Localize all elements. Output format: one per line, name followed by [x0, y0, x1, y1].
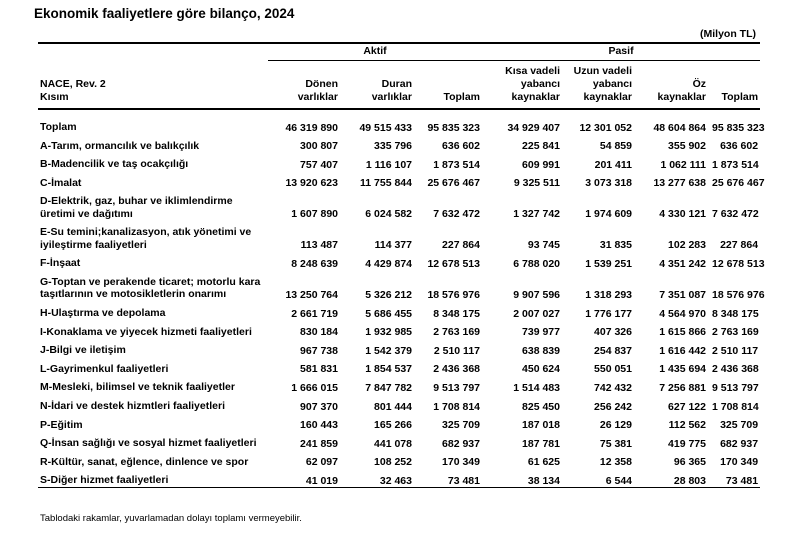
value-cell: 742 432 [594, 381, 632, 394]
value-cell: 73 481 [416, 468, 484, 487]
table-row [38, 320, 760, 339]
value-cell: 112 562 [668, 419, 706, 432]
column-header-line: varlıklar [371, 91, 412, 103]
footnote: Tablodaki rakamlar, yuvarlamadan dolayı toplamı vermeyebilir. [40, 513, 302, 524]
value-cell: 2 763 169 [712, 326, 759, 339]
table-row [38, 375, 760, 394]
value-cell: 13 250 764 [285, 288, 338, 301]
column-header-line: Duran [381, 78, 412, 90]
value-cell: 12 301 052 [579, 121, 632, 134]
value-cell: 25 676 467 [427, 177, 480, 190]
value-cell: 636 602 [442, 140, 480, 153]
value-cell: 300 807 [300, 140, 338, 153]
value-cell: 13 920 623 [285, 177, 338, 190]
value-cell: 825 450 [522, 400, 560, 413]
group-pasif: Pasif [484, 43, 760, 61]
row-label: C-İmalat [40, 176, 82, 189]
table-row [38, 468, 760, 487]
value-cell: 170 349 [442, 456, 480, 469]
row-label: I-Konaklama ve yiyecek hizmeti faaliyetleri [40, 325, 252, 338]
value-cell: 26 129 [599, 419, 632, 432]
value-cell: 187 018 [522, 419, 560, 432]
row-label: L-Gayrimenkul faaliyetleri [40, 362, 169, 375]
value-cell: 48 604 864 [653, 121, 706, 134]
table-row [38, 251, 760, 270]
value-cell: 2 436 368 [712, 363, 759, 376]
column-header [484, 61, 564, 110]
value-cell: 1 514 483 [513, 381, 560, 394]
value-cell: 581 831 [300, 363, 338, 376]
value-cell: 419 775 [668, 437, 706, 450]
value-cell: 8 248 639 [291, 257, 338, 270]
value-cell: 739 977 [522, 326, 560, 339]
value-cell: 4 564 970 [659, 307, 706, 320]
value-cell: 1 318 293 [585, 288, 632, 301]
value-cell: 355 902 [668, 140, 706, 153]
group-header-row [38, 43, 760, 61]
column-header [268, 61, 342, 110]
value-cell: 6 788 020 [513, 257, 560, 270]
value-cell: 4 330 121 [659, 208, 706, 221]
row-label: A-Tarım, ormancılık ve balıkçılık [40, 139, 200, 152]
value-cell: 113 487 [300, 239, 338, 252]
value-cell: 62 097 [305, 456, 338, 469]
column-header-line: varlıklar [297, 91, 338, 103]
column-header-line: Kısa vadeli [505, 65, 560, 77]
value-cell: 1 666 015 [291, 381, 338, 394]
value-cell: 12 358 [599, 456, 632, 469]
value-cell: 1 873 514 [433, 158, 480, 171]
value-cell: 1 776 177 [585, 307, 632, 320]
value-cell: 93 745 [527, 239, 560, 252]
value-cell: 34 929 407 [507, 121, 560, 134]
value-cell: 96 365 [673, 456, 706, 469]
row-label: J-Bilgi ve iletişim [40, 344, 126, 357]
value-cell: 165 266 [374, 419, 412, 432]
row-label: D-Elektrik, gaz, buhar ve iklimlendirme üretimi ve dağıtımı [40, 195, 233, 220]
value-cell: 170 349 [720, 456, 759, 469]
row-label: S-Diğer hizmet faaliyetleri [38, 468, 268, 487]
value-cell: 967 738 [300, 344, 338, 357]
row-label: N-İdari ve destek hizmtleri faaliyetleri [40, 400, 225, 413]
value-cell: 95 835 323 [427, 121, 480, 134]
value-cell: 9 907 596 [513, 288, 560, 301]
value-cell: 5 686 455 [365, 307, 412, 320]
value-cell: 227 864 [442, 239, 480, 252]
value-cell: 550 051 [594, 363, 632, 376]
group-aktif: Aktif [268, 43, 484, 61]
value-cell: 907 370 [300, 400, 338, 413]
value-cell: 9 513 797 [712, 381, 759, 394]
value-cell: 11 755 844 [360, 177, 412, 190]
value-cell: 256 242 [594, 400, 632, 413]
table-row [38, 394, 760, 413]
table-row [38, 171, 760, 190]
column-header-line: Toplam [443, 91, 480, 103]
table-row [38, 134, 760, 153]
value-cell: 325 709 [442, 419, 480, 432]
value-cell: 1 327 742 [513, 208, 560, 221]
value-cell: 1 873 514 [712, 158, 759, 171]
value-cell: 5 326 212 [365, 288, 412, 301]
table-row [38, 338, 760, 357]
value-cell: 18 576 976 [427, 288, 480, 301]
value-cell: 114 377 [374, 239, 412, 252]
value-cell: 1 708 814 [433, 400, 480, 413]
value-cell: 6 024 582 [365, 208, 412, 221]
value-cell: 638 839 [522, 344, 560, 357]
value-cell: 682 937 [720, 437, 759, 450]
column-header-line: kaynaklar [511, 91, 560, 103]
value-cell: 102 283 [668, 239, 706, 252]
value-cell: 9 513 797 [433, 381, 480, 394]
table-row [38, 270, 760, 301]
table-row [38, 431, 760, 450]
value-cell: 2 661 719 [291, 307, 338, 320]
value-cell: 54 859 [599, 140, 632, 153]
column-header-line: Dönen [305, 78, 338, 90]
column-header-line: kaynaklar [657, 91, 706, 103]
value-cell: 46 319 890 [285, 121, 338, 134]
value-cell: 49 515 433 [359, 121, 412, 134]
value-cell: 1 062 111 [660, 158, 706, 171]
column-header [636, 61, 710, 110]
table-row [38, 301, 760, 320]
value-cell: 407 326 [594, 326, 632, 339]
value-cell: 2 436 368 [433, 363, 480, 376]
row-label: Toplam [40, 121, 77, 134]
value-cell: 1 435 694 [659, 363, 706, 376]
value-cell: 12 678 513 [427, 257, 480, 270]
value-cell: 4 351 242 [659, 257, 706, 270]
value-cell: 225 841 [522, 140, 560, 153]
value-cell: 1 539 251 [585, 257, 632, 270]
value-cell: 73 481 [710, 468, 760, 487]
value-cell: 8 348 175 [712, 307, 759, 320]
value-cell: 627 122 [668, 400, 706, 413]
row-label: R-Kültür, sanat, eğlence, dinlence ve spor [40, 455, 249, 468]
value-cell: 325 709 [720, 419, 759, 432]
value-cell: 1 932 985 [365, 326, 412, 339]
row-label: H-Ulaştırma ve depolama [40, 307, 166, 320]
row-label: B-Madencilik ve taş ocakçılığı [40, 158, 189, 171]
row-label: G-Toptan ve perakende ticaret; motorlu kara taşıtlarının ve motosikletlerin onarımı [40, 275, 261, 301]
row-label: E-Su temini;kanalizasyon, atık yönetimi ve iyileştirme faaliyetleri [40, 226, 252, 251]
table-row [38, 189, 760, 220]
value-cell: 7 351 087 [659, 288, 706, 301]
value-cell: 8 348 175 [433, 307, 480, 320]
value-cell: 609 991 [522, 158, 560, 171]
table-row [38, 220, 760, 251]
value-cell: 757 407 [300, 158, 338, 171]
value-cell: 75 381 [599, 437, 632, 450]
table-row [38, 450, 760, 469]
value-cell: 254 837 [594, 344, 632, 357]
column-header [342, 61, 416, 110]
row-label-header [38, 61, 268, 110]
value-cell: 1 116 107 [365, 158, 412, 171]
column-header-line: Toplam [721, 91, 759, 103]
value-cell: 12 678 513 [712, 257, 765, 270]
row-label: P-Eğitim [40, 418, 83, 431]
value-cell: 682 937 [442, 437, 480, 450]
value-cell: 160 443 [300, 419, 338, 432]
value-cell: 108 252 [374, 456, 412, 469]
value-cell: 241 859 [300, 437, 338, 450]
column-header-line: kaynaklar [583, 91, 632, 103]
value-cell: 13 277 638 [653, 177, 706, 190]
value-cell: 450 624 [522, 363, 560, 376]
value-cell: 1 607 890 [291, 208, 338, 221]
value-cell: 227 864 [720, 239, 759, 252]
table-body [38, 109, 765, 487]
column-header-row [38, 61, 760, 110]
value-cell: 2 007 027 [513, 307, 560, 320]
value-cell: 1 974 609 [585, 208, 632, 221]
value-cell: 335 796 [374, 140, 412, 153]
value-cell: 2 510 117 [712, 344, 759, 357]
value-cell: 6 544 [564, 468, 636, 487]
value-cell: 2 763 169 [433, 326, 480, 339]
value-cell: 18 576 976 [712, 288, 765, 301]
column-header [416, 61, 484, 110]
value-cell: 95 835 323 [712, 121, 765, 134]
value-cell: 1 854 537 [365, 363, 412, 376]
row-label: M-Mesleki, bilimsel ve teknik faaliyetler [40, 381, 235, 394]
column-header [564, 61, 636, 110]
table-row [38, 152, 760, 171]
column-header-line: Uzun vadeli [573, 65, 632, 77]
value-cell: 3 073 318 [585, 177, 632, 190]
value-cell: 7 632 472 [433, 208, 480, 221]
value-cell: 32 463 [342, 468, 416, 487]
value-cell: 187 781 [522, 437, 560, 450]
balance-table [38, 42, 765, 488]
value-cell: 1 708 814 [712, 400, 759, 413]
total-row [38, 109, 760, 134]
value-cell: 61 625 [527, 456, 560, 469]
value-cell: 7 256 881 [659, 381, 706, 394]
value-cell: 1 615 866 [659, 326, 706, 339]
value-cell: 9 325 511 [513, 177, 560, 190]
value-cell: 41 019 [268, 468, 342, 487]
column-header [710, 61, 760, 110]
column-header-line: Öz [692, 78, 706, 90]
value-cell: 7 847 782 [365, 381, 412, 394]
column-header-line: yabancı [520, 78, 560, 90]
value-cell: 25 676 467 [712, 177, 765, 190]
unit-label: (Milyon TL) [700, 28, 756, 40]
table-row [38, 357, 760, 376]
value-cell: 1 616 442 [659, 344, 706, 357]
value-cell: 31 835 [599, 239, 632, 252]
row-label-line1: NACE, Rev. 2 [40, 78, 106, 90]
value-cell: 4 429 874 [365, 257, 412, 270]
value-cell: 201 411 [594, 158, 632, 171]
row-label: F-İnşaat [40, 257, 81, 270]
value-cell: 28 803 [636, 468, 710, 487]
value-cell: 801 444 [374, 400, 412, 413]
row-label: Q-İnsan sağlığı ve sosyal hizmet faaliyetleri [40, 437, 257, 450]
table-row [38, 413, 760, 432]
value-cell: 7 632 472 [712, 208, 759, 221]
column-header-line: yabancı [592, 78, 632, 90]
value-cell: 830 184 [300, 326, 338, 339]
row-label-line2: Kısım [40, 91, 69, 103]
value-cell: 38 134 [484, 468, 564, 487]
value-cell: 1 542 379 [365, 344, 412, 357]
page-title: Ekonomik faaliyetlere göre bilanço, 2024 [34, 6, 295, 21]
value-cell: 441 078 [374, 437, 412, 450]
value-cell: 2 510 117 [433, 344, 480, 357]
value-cell: 636 602 [720, 140, 759, 153]
